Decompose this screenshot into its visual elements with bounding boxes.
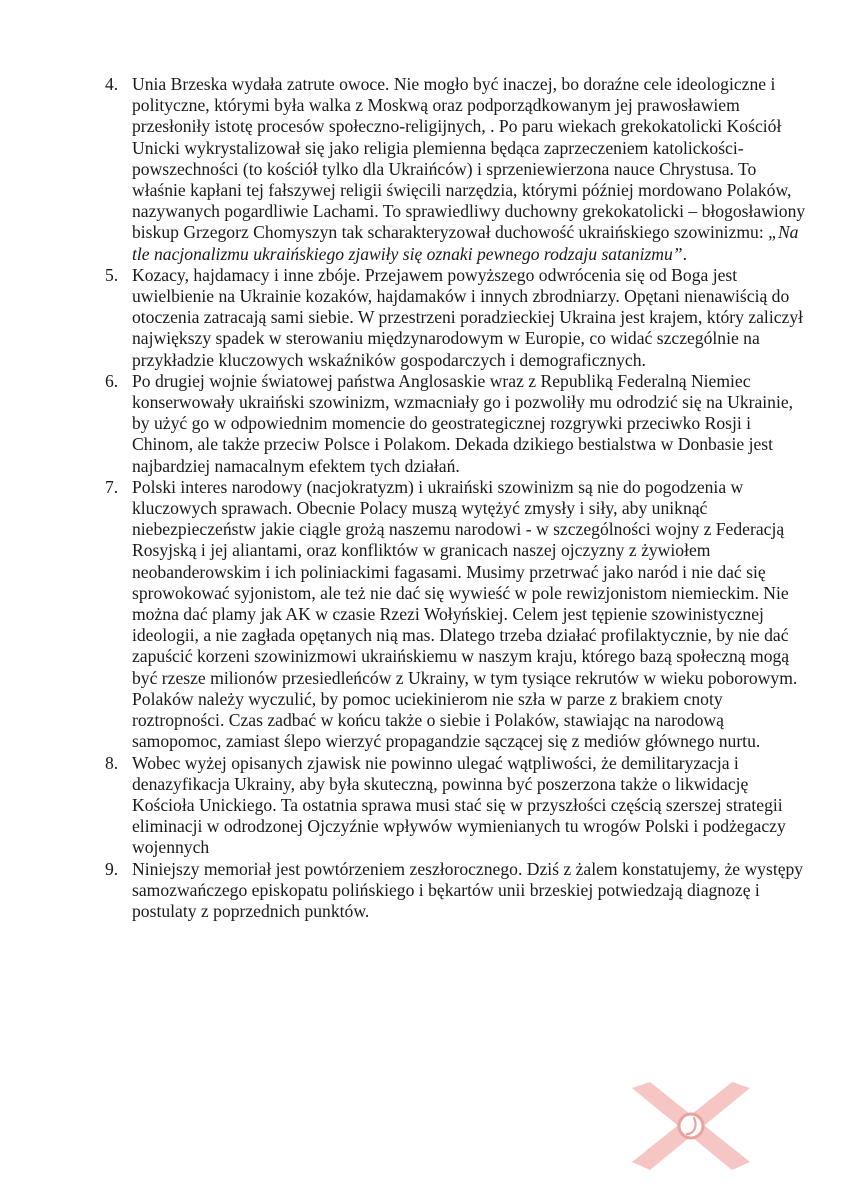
saltire-emblem-icon bbox=[628, 1082, 754, 1172]
list-item bbox=[105, 74, 812, 265]
item-number: 4. bbox=[105, 74, 119, 94]
item-text: Polski interes narodowy (nacjokratyzm) i ukraiński szowinizm są nie do pogodzenia w kluczowych sprawach. Obecnie Polacy muszą wytężyć zmysły i siły, aby uniknąć niebezpieczeństw jakie ciągle grożą naszemu narodowi - w szczególności wojny z Federacją Rosyjską i jej aliantami, oraz konfliktów w granicach naszej ojczyzny z żywiołem neobanderowskim i ich poliniackimi fagasami. Musimy przetrwać jako naród i nie dać się sprowokować syjonistom, ale też nie dać się wywieść w pole rewizjonistom niemieckim. Nie można dać plamy jak AK w czasie Rzezi Wołyńskiej. Celem jest tępienie szowinistycznej ideologii, a nie zagłada opętanych nią mas. Dlatego trzeba działać profilaktycznie, by nie dać zapuścić korzeni szowinizmowi ukraińskiemu w naszym kraju, którego bazą społeczną mogą być rzesze milionów przesiedleńców z Ukrainy, w tym tysiące rekrutów w wieku poborowym. Polaków należy wyczulić, by pomoc uciekinierom nie szła w parze z brakiem cnoty roztropności. Czas zadbać w końcu także o siebie i Polaków, stawiając na narodową samopomoc, zamiast ślepo wierzyć propagandzie sączącej się z mediów głównego nurtu. bbox=[132, 476, 798, 752]
item-text: Po drugiej wojnie światowej państwa Anglosaskie wraz z Republiką Federalną Niemiec konserwowały ukraiński szowinizm, wzmacniały go i pozwoliły mu odrodzić się na Ukrainie, by użyć go w odpowiednim momencie do geostrategicznej rozgrywki przeciwko Rosji i Chinom, ale także przeciw Polsce i Polakom. Dekada dzikiego bestialstwa w Donbasie jest najbardziej namacalnym efektem tych działań. bbox=[132, 370, 794, 476]
list-item bbox=[105, 370, 812, 477]
bishop-quote: „Na tle nacjonalizmu ukraińskiego zjawiły się oznaki pewnego rodzaju satanizmu” bbox=[132, 222, 799, 264]
item-number: 6. bbox=[105, 370, 119, 391]
list-item bbox=[105, 264, 812, 371]
item-number: 9. bbox=[105, 858, 119, 879]
saltire-center-ring bbox=[679, 1114, 703, 1138]
item-number: 7. bbox=[105, 476, 119, 497]
item-text: Niniejszy memoriał jest powtórzeniem zeszłorocznego. Dziś z żalem konstatujemy, że występy samozwańczego episkopatu polińskiego i bękartów unii brzeskiej potwiedzają diagnozę i postulaty z poprzednich punktów. bbox=[132, 858, 804, 921]
memorial-list bbox=[96, 74, 812, 922]
item-text: Wobec wyżej opisanych zjawisk nie powinno ulegać wątpliwości, że demilitaryzacja i denazyfikacja Ukrainy, aby była skuteczną, powinna być poszerzona także o likwidację Kościoła Unickiego. Ta ostatnia sprawa musi stać się w przyszłości częścią szerszej strategii eliminacji w odrodzonej Ojczyźnie wpływów wymienianych tu wrogów Polski i podżegaczy wojennych bbox=[132, 752, 786, 858]
item-text: Kozacy, hajdamacy i inne zbóje. Przejawem powyższego odwrócenia się od Boga jest uwielbienie na Ukrainie kozaków, hajdamaków i innych zbrodniarzy. Opętani nienawiścią do otoczenia zatracają sami siebie. W przestrzeni poradzieckiej Ukraina jest krajem, który zaliczył największy spadek w sterowaniu międzynarodowym w Europie, co widać szczególnie na przykładzie kluczowych wskaźników gospodarczych i demograficznych. bbox=[132, 264, 804, 370]
item-number: 8. bbox=[105, 752, 119, 773]
list-item bbox=[105, 858, 812, 923]
item-text: Unia Brzeska wydała zatrute owoce. Nie mogło być inaczej, bo doraźne cele ideologiczne i polityczne, którymi była walka z Moskwą oraz podporządkowanym jej prawosławiem przesłoniły istotę procesów społeczno-religijnych, . Po paru wiekach grekokatolicki Kościół Unicki wykrystalizował się jako religia plemienna będąca zaprzeczeniem katolickości-powszechności (to kościół tylko dla Ukraińców) i sprzeniewierzona nauce Chrystusa. To właśnie kapłani tej fałszywej religii święcili narzędzia, którymi później mordowano Polaków, nazywanych pogardliwie Lachami. To sprawiedliwy duchowny grekokatolicki – błogosławiony biskup Grzegorz Chomyszyn tak scharakteryzował duchowość ukraińskiego szowinizmu: „Na tle nacjonalizmu ukraińskiego zjawiły się oznaki pewnego rodzaju satanizmu”. bbox=[132, 74, 806, 264]
list-item bbox=[105, 752, 812, 859]
list-item bbox=[105, 476, 812, 753]
item-number: 5. bbox=[105, 264, 119, 285]
